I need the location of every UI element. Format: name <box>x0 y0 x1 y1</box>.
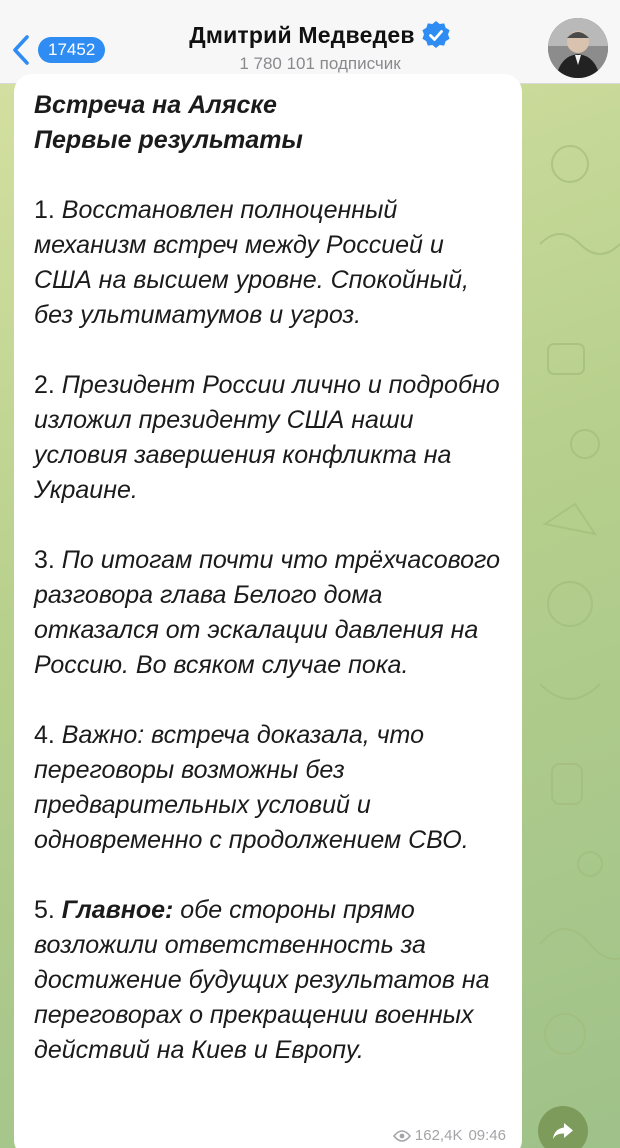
item-number: 5. <box>34 896 55 924</box>
post-item <box>34 193 502 333</box>
item-text: По итогам почти что трёхчасового разговора глава Белого дома отказался от эскалации давления на Россию. Во всяком случае пока. <box>34 546 500 679</box>
share-arrow-icon <box>551 1119 575 1143</box>
post-item <box>34 543 502 683</box>
view-count: 162,4K <box>414 1127 463 1144</box>
unread-count-badge: 17452 <box>38 37 105 63</box>
channel-avatar[interactable] <box>548 18 608 78</box>
item-text: Восстановлен полноценный механизм встреч между Россией и США на высшем уровне. Спокойный, без ультиматумов и угроз. <box>34 196 469 329</box>
item-text: Важно: встреча доказала, что переговоры возможны без предварительных условий и одновременно с продолжением СВО. <box>34 721 469 854</box>
item-bold-lead: Главное: <box>54 896 174 924</box>
post-title <box>34 88 502 158</box>
message-meta <box>393 1127 506 1144</box>
post-item <box>34 893 502 1068</box>
share-button[interactable] <box>538 1106 588 1148</box>
verified-badge-icon <box>421 20 451 50</box>
chat-header <box>0 0 620 84</box>
post-item <box>34 368 502 508</box>
back-button[interactable] <box>10 28 105 72</box>
chat-title-area[interactable] <box>130 20 510 74</box>
item-number: 4. <box>34 721 55 749</box>
eye-icon <box>393 1130 411 1142</box>
channel-post-bubble <box>14 74 522 1148</box>
item-text: Президент России лично и подробно изложил президенту США наши условия завершения конфликта на Украине. <box>34 371 500 504</box>
message-time: 09:46 <box>468 1127 506 1144</box>
chevron-left-icon <box>10 34 32 66</box>
subscriber-count: 1 780 101 подписчик <box>239 54 401 73</box>
post-title-line: Встреча на Аляске <box>34 91 277 119</box>
item-number: 2. <box>34 371 55 399</box>
item-text: обе стороны прямо возложили ответственность за достижение будущих результатов на переговорах о прекращении военных действий на Киев и Европу. <box>34 896 490 1064</box>
post-item <box>34 718 502 858</box>
post-subtitle-line: Первые результаты <box>34 126 303 154</box>
channel-title: Дмитрий Медведев <box>189 21 415 48</box>
item-number: 3. <box>34 546 55 574</box>
item-number: 1. <box>34 196 55 224</box>
